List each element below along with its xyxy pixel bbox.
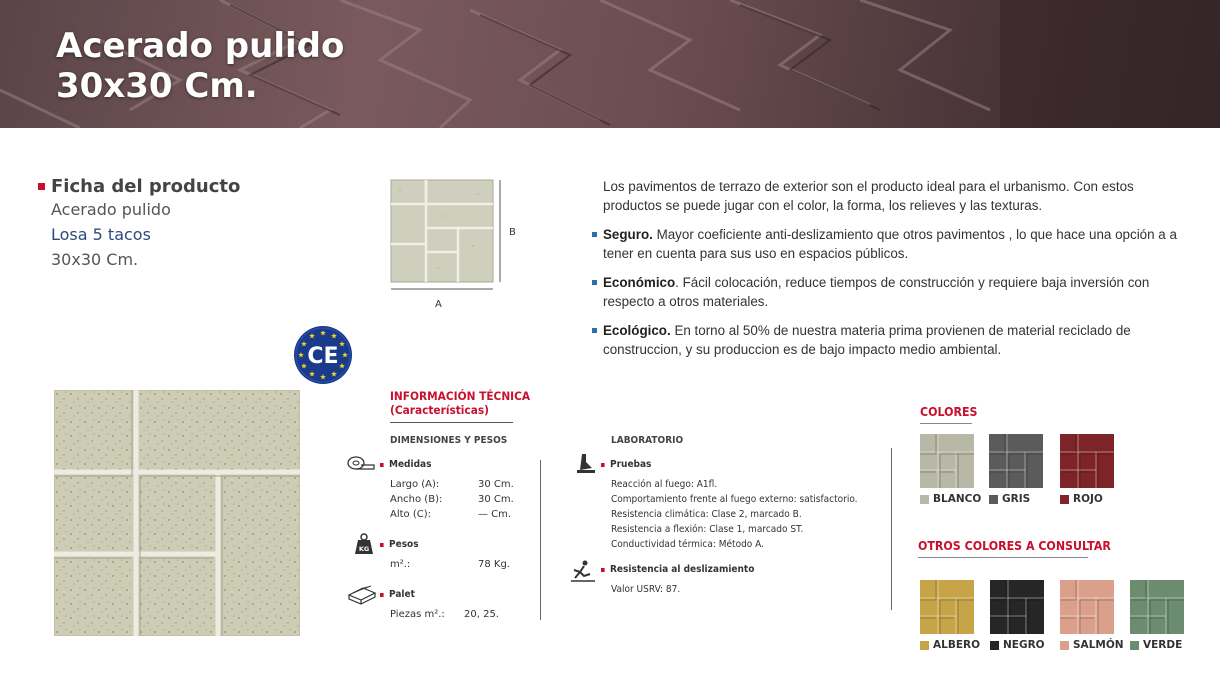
color-label: VERDE: [1130, 639, 1182, 651]
section-divider: [891, 448, 892, 610]
divider: [920, 423, 972, 424]
color-swatch-blanco: [920, 434, 974, 488]
color-chip-icon: [1060, 641, 1069, 650]
measure-length-value: 30 Cm.: [478, 479, 514, 490]
red-dot-icon: [601, 463, 605, 467]
measure-height-value: — Cm.: [478, 509, 512, 520]
pallet-key: Piezas m².:: [390, 609, 445, 620]
color-label: NEGRO: [990, 639, 1045, 651]
weight-kg-icon: [354, 533, 374, 555]
colors-title: COLORES: [920, 405, 978, 419]
other-colors-title: OTROS COLORES A CONSULTAR: [918, 539, 1111, 553]
color-chip-icon: [1130, 641, 1139, 650]
color-label: SALMÓN: [1060, 639, 1124, 651]
benefit-economic: Económico. Fácil colocación, reduce tiempos de construcción y requiere baja inversión con respecto a otros materiales.: [592, 273, 1183, 311]
pallet-icon: [347, 583, 377, 605]
red-dot-icon: [380, 463, 384, 467]
slip-resistance-icon: [570, 560, 596, 582]
measure-width-value: 30 Cm.: [478, 494, 514, 505]
red-dot-icon: [601, 568, 605, 572]
tape-measure-icon: [347, 455, 375, 471]
slip-resistance-value: Valor USRV: 87.: [611, 584, 681, 595]
test-row: Resistencia a flexión: Clase 1, marcado ST.: [611, 524, 804, 535]
banner-title-line2: 30x30 Cm.: [56, 66, 258, 106]
color-label: ALBERO: [920, 639, 980, 651]
lab-test-icon: [576, 452, 596, 474]
ce-certification-badge: [293, 325, 353, 385]
tech-info-title: INFORMACIÓN TÉCNICA (Características): [390, 389, 531, 417]
red-dot-icon: [380, 543, 384, 547]
description-intro: Los pavimentos de terrazo de exterior son el producto ideal para el urbanismo. Con estos productos se puede jugar con el color, la forma, los relieves y las texturas.: [603, 179, 1134, 213]
bullet-square-icon: [592, 280, 597, 285]
benefit-safe: Seguro. Mayor coeficiente anti-deslizamiento que otros pavimentos , lo que hace una opción a a tener en cuenta para sus uso en espacios públicos.: [592, 225, 1183, 263]
red-dot-icon: [380, 593, 384, 597]
red-square-icon: [38, 183, 45, 190]
weight-key: m².:: [390, 559, 411, 570]
test-row: Reacción al fuego: A1fl.: [611, 479, 718, 490]
weight-heading: Pesos: [380, 539, 419, 550]
color-swatch-salmón: [1060, 580, 1114, 634]
dimensions-heading: DIMENSIONES Y PESOS: [390, 435, 508, 446]
measure-height-key: Alto (C):: [390, 509, 431, 520]
header-banner: [0, 0, 1220, 128]
measures-heading: Medidas: [380, 459, 431, 470]
banner-title: [56, 26, 344, 106]
color-chip-icon: [989, 495, 998, 504]
measure-length-key: Largo (A):: [390, 479, 440, 490]
test-row: Resistencia climática: Clase 2, marcado B.: [611, 509, 802, 520]
bullet-square-icon: [592, 232, 597, 237]
color-swatch-gris: [989, 434, 1043, 488]
color-swatch-albero: [920, 580, 974, 634]
bullet-square-icon: [592, 328, 597, 333]
test-row: Conductividad térmica: Método A.: [611, 539, 765, 550]
product-name: Acerado pulido: [51, 200, 171, 219]
slip-resistance-heading: Resistencia al deslizamiento: [601, 564, 754, 575]
banner-title-line1: Acerado pulido: [56, 26, 345, 66]
measure-width-key: Ancho (B):: [390, 494, 443, 505]
divider: [390, 422, 513, 423]
product-size: 30x30 Cm.: [51, 250, 139, 269]
label-a: A: [435, 299, 442, 310]
color-swatch-negro: [990, 580, 1044, 634]
product-sheet-heading: Ficha del producto: [38, 176, 240, 197]
weight-value: 78 Kg.: [478, 559, 510, 570]
product-tile-photo: [54, 390, 300, 636]
color-chip-icon: [1060, 495, 1069, 504]
divider: [918, 557, 1088, 558]
benefit-ecological: Ecológico. En torno al 50% de nuestra materia prima provienen de material reciclado de construccion, y su produccion es de bajo impacto medio ambiental.: [592, 321, 1183, 359]
color-label: BLANCO: [920, 493, 981, 505]
color-label: ROJO: [1060, 493, 1103, 505]
pallet-heading: Palet: [380, 589, 415, 600]
color-label: GRIS: [989, 493, 1030, 505]
label-b: B: [509, 227, 516, 238]
ce-mark: CE: [307, 344, 339, 369]
svg-text:KG: KG: [358, 545, 370, 553]
test-row: Comportamiento frente al fuego externo: satisfactorio.: [611, 494, 858, 505]
pallet-value: 20, 25.: [464, 609, 499, 620]
color-chip-icon: [920, 641, 929, 650]
product-sheet: [38, 176, 240, 272]
color-swatch-rojo: [1060, 434, 1114, 488]
dimension-diagram: [388, 176, 528, 316]
product-description: [603, 177, 1183, 369]
section-divider: [540, 460, 541, 620]
laboratory-heading: LABORATORIO: [611, 435, 684, 446]
color-swatch-verde: [1130, 580, 1184, 634]
color-chip-icon: [990, 641, 999, 650]
tests-heading: Pruebas: [601, 459, 651, 470]
product-model: Losa 5 tacos: [51, 225, 151, 244]
color-chip-icon: [920, 495, 929, 504]
